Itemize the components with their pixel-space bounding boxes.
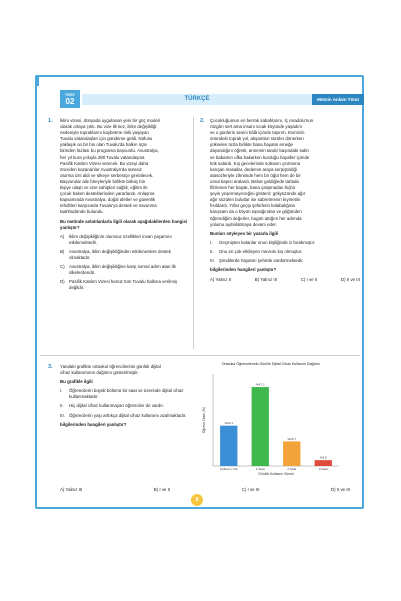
question-2-passage [210,118,360,228]
question-2-choices [210,277,360,283]
q1-line: tehditleri karşısında Tuvalu'ya destek ve savunma [60,203,157,209]
q2-line: karışan masallar, dedemin araya serpiştirdiği [210,166,297,172]
q2-line: ağır süzülen bulutlar ise sabretmenin kıymetini [210,197,301,203]
answer-option-letter: C) [60,264,65,270]
x-axis-title: Günlük Kullanım Süresi [258,472,294,476]
answer-choice: D) II ve III [330,487,350,492]
question-2-number: 2. [200,118,205,124]
bar-value-label: %14,7 [287,436,297,441]
x-tick-label: Kullanım Yok [220,467,238,471]
q2-line: atasözleriyle zihnimde hem bir öğüt hem de bir [210,172,301,178]
y-axis-title: Öğrenci Oranı (%) [202,407,206,433]
chart-bar [220,426,237,466]
statement-item [60,388,190,400]
q1-line: kişiye ulaştı ve vize sahipleri sağlık, eğitim ile [60,185,148,191]
question-2 [210,118,360,283]
statement-item-text: Öğrencilerin yaşı arttıkça dijital cihaz kullanımı azalmaktadır. [69,412,187,418]
question-2-stem: bilgilerinden hangileri yanlıştır? [210,267,277,273]
q2-line: filizlenen her başak, bana çalışmadan hiçbir [210,185,296,191]
q1-line: çocuk bakım desteklerinden yararlandı. Anlaşma [60,191,155,197]
q2-line: dayandığını öğretir, annemin tandır başındaki sabrı [210,148,310,154]
x-tick-label: 2 Saat [287,467,297,471]
answer-option [60,279,188,291]
bar-value-label: %47,2 [255,382,265,387]
q1-line: önceden kazananlar Avustralya'da süresiz [60,166,142,172]
question-2-items [210,240,360,264]
question-1-options [60,234,188,292]
answer-option-text: Pasifik Katılım Vizesi henüz tüm Tuvalu halkına verilmiş değildir. [69,279,178,291]
statement-item-text: Öğrencilerin büyük bölümü bir saat ve üzerinde dijital cihaz kullanmaktadır. [69,388,184,400]
answer-option [60,249,188,261]
chart-title: Ortaokul Öğrencilerinin Günlük Dijital Cihaz Kullanım Dağılımı [221,362,321,366]
subject-title: TÜRKÇE [82,94,312,105]
q1-line: olarak ortaya çıktı. Bu vize ilk kez, iklim değişikliği [60,124,157,130]
topic-title: Metnin Anlam Yönü [312,94,364,105]
question-3-items [60,388,190,418]
statement-item [210,258,360,264]
page-number: 8 [191,494,203,506]
answer-option [60,264,188,276]
q1-line: nedeniyle topraklarını kaybetme riski yaşayan [60,130,149,136]
x-tick-label: 1 Saat [255,467,265,471]
statement-item [210,249,360,255]
question-3-choices-row [60,483,350,493]
statement-item-text: Onu en çok etkileyen mevsim kış olmuştur. [219,248,303,254]
statement-item-text: Geçmişten kalanlar onun kişiliğinde iz bırakmıştır. [219,239,316,245]
q1-line: her yıl kura yoluyla 280 Tuvalu vatandaşına [60,154,145,160]
chart-bar [252,387,269,466]
chart-svg [197,362,345,480]
answer-choice: D) II ve III [340,277,360,283]
q1-line: İklim vizesi, dünyada uygulanan yeni bir göç modeli [60,118,160,123]
statement-item-text: Şimdilerde hayatını şehirde sürdürmektedir. [219,257,304,263]
q2-line: ve babamın ufka bakarken kurduğu hayaller içimde [210,154,310,160]
answer-option-text: İklim değişikliğinin olumsuz özellikleri insan yaşamını etkilemektedir. [69,233,172,245]
statement-item-letter: II. [210,248,214,254]
question-3-choices [60,487,350,493]
q1-line: Tuvalu vatandaşları için gündeme geldi. Nüfusu [60,136,153,142]
answer-option-text: Avustralya, iklim değişikliğine karşı somut adım atan ilk ülkelerdendir. [69,264,176,276]
column-divider [193,117,194,349]
statement-item-letter: I. [60,388,63,394]
statement-item [60,413,190,419]
statement-item-letter: I. [210,239,213,245]
test-word: TEST [64,92,76,97]
question-1-passage [60,118,188,216]
question-1-stem: Bu metinde anlatılanlarla ilgili olarak aşağıdakilerden hangisi yanlıştır? [60,218,188,230]
statement-item [210,240,360,246]
section-divider [40,355,360,356]
question-2-lead: Bunları söyleyen bir yazarla ilgili [210,230,279,236]
answer-choice: C) I ve II [300,277,318,283]
q1-line: Başvurular aile bireyleriyle birlikte birkaç bin [60,178,146,184]
answer-option-text: Avustralya, iklim değişikliğinden etkilenenlere destek olmaktadır. [69,248,171,260]
answer-option-letter: B) [60,248,65,254]
bar-value-label: %3,5 [319,455,327,460]
answer-option [60,234,188,246]
q2-line: öğrendiğim değerler, bugün attığım her adımda [210,215,302,221]
answer-choice: A) Yalnız III [60,487,83,492]
corner-stripe [35,76,39,86]
statement-item-letter: III. [210,257,215,263]
q2-line: şeyin yeşermeyeceğini gösterir; gökyüzünde ağır [210,191,306,197]
answer-choice: A) Yalnız II [210,277,232,283]
test-number-tag [60,90,80,108]
answer-choice: B) I ve II [153,487,171,492]
answer-option-letter: D) [60,279,65,285]
q2-line: yolumu aydınlatmaya devam eder. [210,221,277,227]
answer-choice: C) I ve III [241,487,260,492]
test-number: 02 [65,97,75,106]
chart-bar [315,460,332,466]
q2-line: ve o günlerin sesini hâlâ içimde taşırım. Evimizin [210,130,305,136]
q3-line: cihaz kullanımının dağılımı gösterilmiştir. [60,370,139,376]
question-1 [60,118,188,291]
usage-chart [197,362,345,480]
q2-line: yükselen tozla birlikte bana hayatın emeğe [210,142,293,148]
q2-line: karışsam da o köyün toprağından ve göğünden [210,209,302,215]
q1-line: taahhüdünde bulundu. [60,209,104,215]
question-1-number: 1. [48,118,53,124]
question-3-stem: bilgilerinden hangileri yanlıştır? [60,421,127,427]
q1-line: oturma izni aldı ve ülkeye serbestçe girebilecek. [60,172,154,178]
statement-item-text: Hiç dijital cihaz kullanmayan öğrenciler de vardır. [69,403,164,409]
q2-line: umut kapısı aralardı. Bahar geldiğinde tarlada [210,178,299,184]
q1-line: kapsamında Avustralya, doğal afetler ve güvenlik [60,197,156,203]
answer-option-letter: A) [60,233,65,239]
q2-line: kök salardı. Kış gecelerinde sobanın çıtırtısına [210,160,301,166]
q3-line: Yandaki grafikte ortaokul öğrencilerinin günlük dijital [60,364,161,369]
x-tick-label: 3 Saat [318,467,328,471]
answer-choice: B) Yalnız III [254,277,278,283]
q1-line: birinden fazlası bu programa başvurdu. Avustralya, [60,148,159,154]
question-3-lead: Bu grafikle ilgili [60,379,93,385]
q2-line: Çocukluğumun en berrak sabahlarını, İç Anadolu'nun [210,118,314,123]
q1-line: yaklaşık on bir bin olan Tuvalu'da halkın üçte [60,142,147,148]
question-3-passage [60,364,190,376]
q2-line: önündeki toprak yol, akşamları sürüler dönerken [210,136,304,142]
statement-item [60,403,190,409]
bar-value-label: %24,1 [224,421,234,426]
statement-item-letter: III. [60,412,65,418]
q2-line: rüzgârı sert ama insanı sıcak köyünde yaşadım [210,124,303,130]
q1-line: Pasifik Katılım Vizesi verecek. Bu vizeyi daha [60,160,149,166]
q2-line: fısıldardı. Yıllar geçip şehirlerin kalabalığına [210,203,295,209]
question-3 [60,364,190,428]
statement-item-letter: II. [60,403,64,409]
chart-bar [283,441,300,466]
question-3-number: 3. [48,364,53,370]
